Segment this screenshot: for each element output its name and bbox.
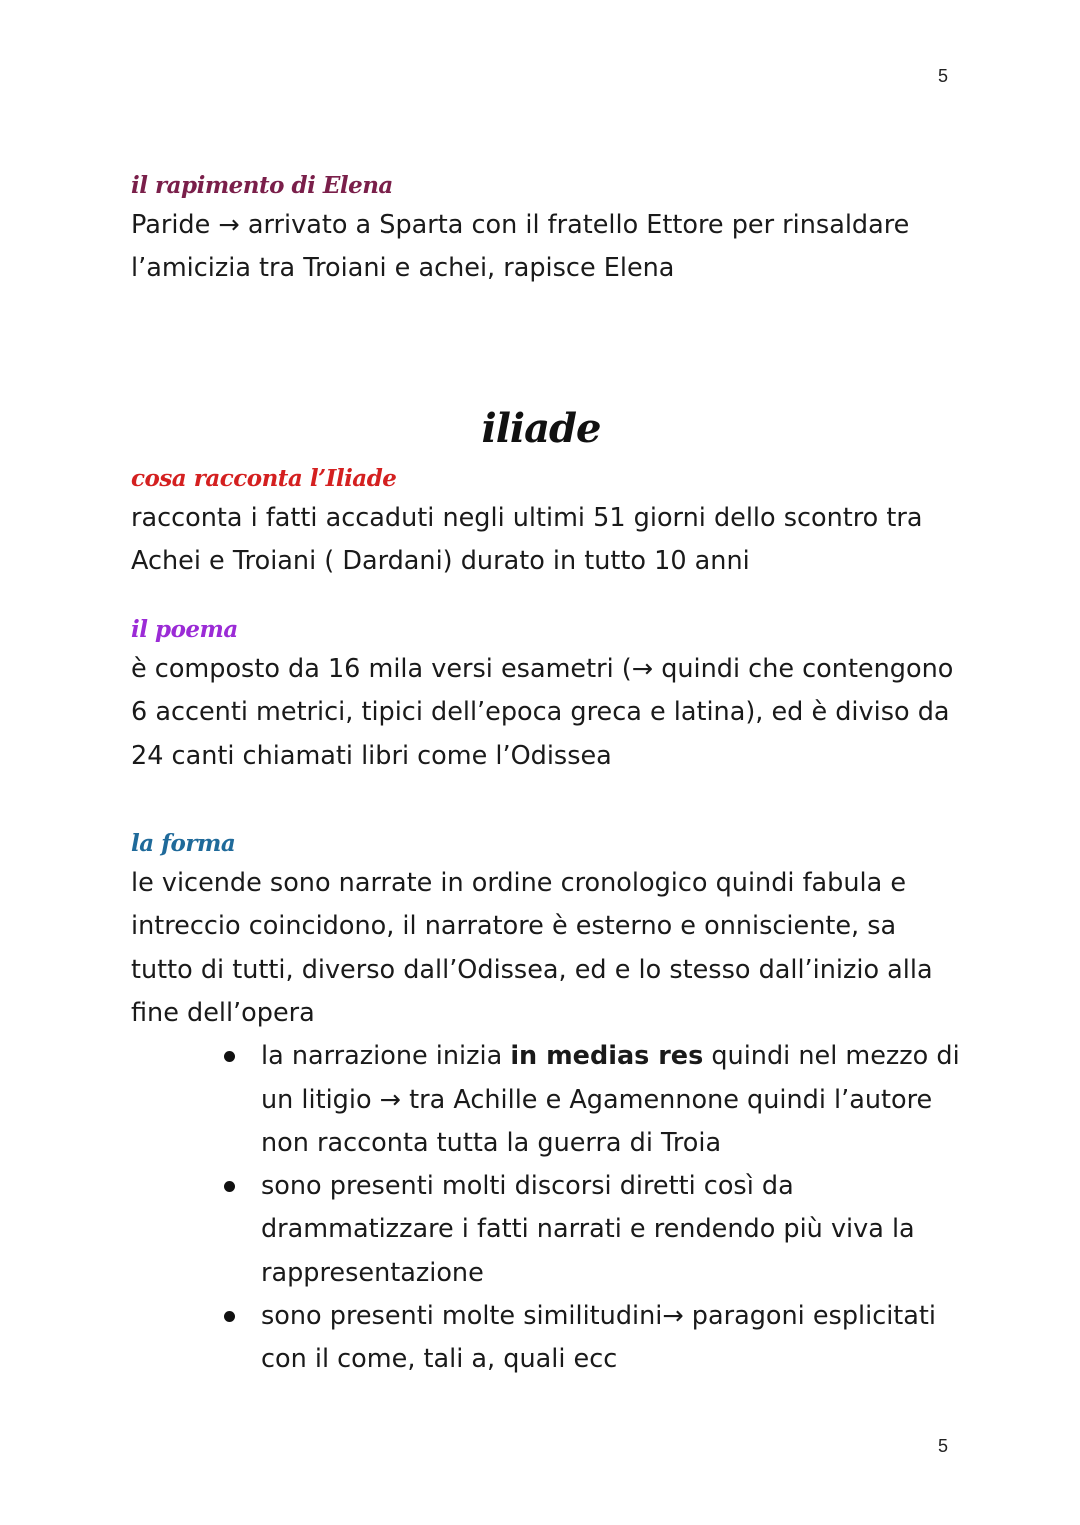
bullet-line: non racconta tutta la guerra di Troia	[261, 1127, 722, 1158]
paragraph-line: 24 canti chiamati libri come l’Odissea	[131, 740, 612, 771]
bullet-text: la narrazione inizia	[261, 1041, 511, 1072]
bullet-dot-icon	[224, 1311, 235, 1322]
bullet-item-discorsi	[261, 1165, 951, 1295]
bold-phrase: in medias res	[510, 1041, 704, 1072]
bullet-line: sono presenti molti discorsi diretti così da	[261, 1171, 794, 1202]
page-title: iliade	[481, 404, 601, 452]
section-poema	[131, 612, 954, 778]
paragraph-line: Achei e Troiani ( Dardani) durato in tutto 10 anni	[131, 545, 750, 576]
bullet-item-in-medias-res	[261, 1035, 960, 1165]
bullet-line: un litigio → tra Achille e Agamennone quindi l’autore	[261, 1084, 933, 1115]
page-number-top: 5	[937, 66, 948, 86]
heading-forma: la forma	[131, 830, 236, 858]
heading-poema: il poema	[131, 616, 238, 644]
section-forma	[131, 826, 960, 1382]
heading-rapimento: il rapimento di Elena	[131, 172, 393, 199]
bullet-dot-icon	[224, 1181, 235, 1192]
bullet-item-similitudini	[261, 1295, 951, 1382]
paragraph-line: le vicende sono narrate in ordine cronologico quindi fabula e	[131, 868, 907, 899]
paragraph-line: fine dell’opera	[131, 997, 315, 1028]
paragraph-line: intreccio coincidono, il narratore è esterno e onnisciente, sa	[131, 911, 897, 942]
bullet-line: drammatizzare i fatti narrati e rendendo più viva la	[261, 1214, 915, 1245]
bullet-dot-icon	[224, 1051, 235, 1062]
paragraph-line: l’amicizia tra Troiani e achei, rapisce Elena	[131, 253, 675, 284]
document-body	[131, 168, 960, 1382]
page-number-bottom: 5	[937, 1436, 948, 1456]
section-rapimento	[131, 168, 951, 291]
paragraph-line: 6 accenti metrici, tipici dell’epoca greca e latina), ed è diviso da	[131, 697, 950, 728]
heading-cosa-racconta: cosa racconta l’Iliade	[131, 464, 397, 492]
bullet-list	[131, 1035, 960, 1381]
paragraph-line: Paride → arrivato a Sparta con il fratello Ettore per rinsaldare	[131, 210, 910, 240]
bullet-line: sono presenti molte similitudini→ paragoni esplicitati	[261, 1301, 937, 1332]
paragraph-line: racconta i fatti accaduti negli ultimi 51 giorni dello scontro tra	[131, 502, 923, 533]
bullet-text: quindi nel mezzo di	[703, 1041, 960, 1072]
bullet-line: rappresentazione	[261, 1257, 484, 1288]
paragraph-line: tutto di tutti, diverso dall’Odissea, ed e lo stesso dall’inizio alla	[131, 954, 933, 985]
bullet-line	[261, 1035, 960, 1078]
bullet-line: con il come, tali a, quali ecc	[261, 1344, 618, 1375]
section-cosa-racconta	[131, 461, 951, 584]
paragraph-line: è composto da 16 mila versi esametri (→ quindi che contengono	[131, 654, 954, 685]
